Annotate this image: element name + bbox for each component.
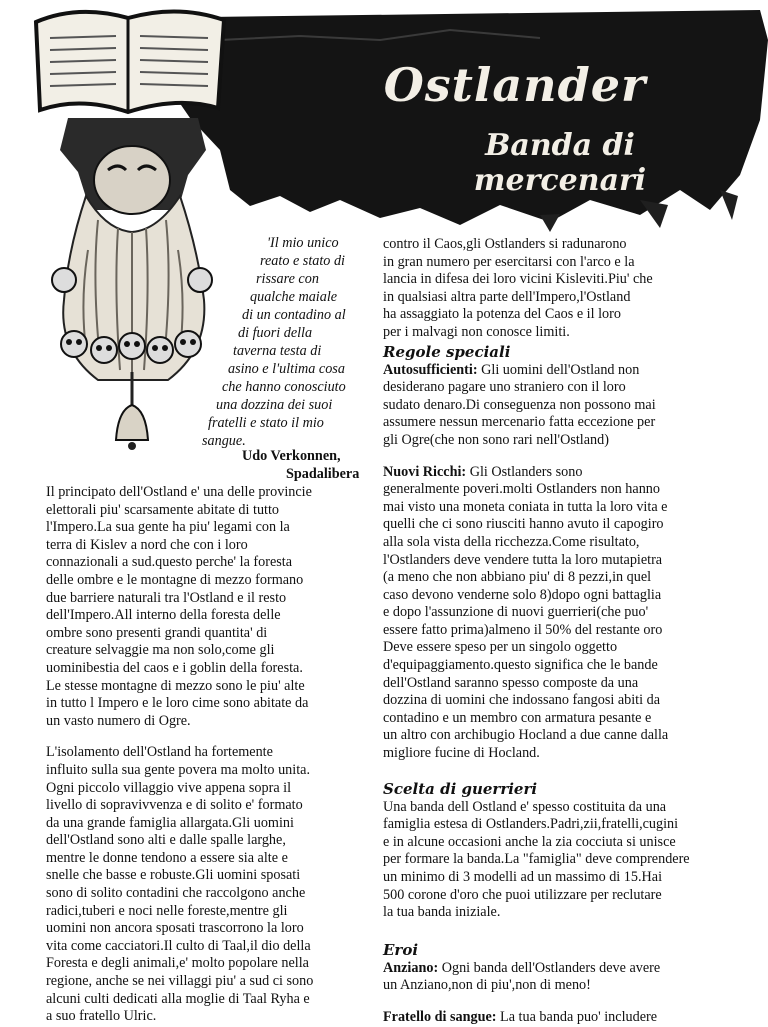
hero-term: Fratello di sangue: [383, 1008, 497, 1025]
quote-author-name: Udo Verkonnen, [242, 448, 341, 464]
paragraph-ostland-isolation [46, 744, 362, 1026]
text-line: radici,tuberi e noci nelle foreste,mentre gli [46, 902, 288, 919]
quote-line: qualche maiale [250, 289, 338, 305]
text-line: ombre sono presenti grandi quantita' di [46, 624, 268, 641]
text-line: due barriere naturali tra l'Ostland e il resto [46, 589, 287, 606]
text-line: creature selvaggie ma non solo,come gli [46, 642, 275, 659]
heading-special-rules: Regole speciali [383, 342, 511, 361]
text-line: dozzina di uomini che indossano fangosi abiti da [383, 692, 660, 709]
open-book-icon [36, 11, 224, 112]
text-line: lancia in difesa dei loro vicini Kisleviti.Piu' che [383, 271, 653, 288]
quote-line: che hanno conosciuto [222, 379, 346, 395]
heading-choice-of-warriors: Scelta di guerrieri [383, 779, 538, 798]
text-line: Deve essere speso per un singolo oggetto [383, 639, 618, 656]
text-line: in tutto l Impero e le loro cime sono abitate da [46, 695, 309, 712]
text-line: un Anziano,non di piu',non di meno! [383, 977, 591, 994]
bell-icon [116, 372, 148, 450]
text-line: (a meno che non abbiano piu' di 8 pezzi,in quel [383, 569, 652, 586]
text-line: terra di Kislev a nord che con i loro [46, 536, 248, 553]
text-line: La tua banda puo' includere [496, 1008, 658, 1025]
text-line: regione, anche se nei villaggi piu' a sud ci sono [46, 973, 314, 990]
text-line: desiderano pagare uno straniero con il loro [383, 379, 626, 396]
text-line: snelle che basse e robuste.Gli uomini sposati [46, 867, 301, 884]
quote-line: di fuori della [238, 325, 313, 341]
text-line: contro il Caos,gli Ostlanders si radunarono [383, 236, 627, 252]
text-line: un minimo di 3 modelli ad un massimo di 15.Hai [383, 869, 663, 885]
text-line: famiglia estesa di Ostlanders.Padri,zii,fratelli,cugini [383, 816, 679, 833]
heading-heroes: Eroi [383, 940, 419, 959]
text-line: quelli che ci sono riusciti hanno avuto il capogiro [383, 516, 664, 533]
page-subtitle: Banda di mercenari [473, 128, 647, 198]
text-line: alla sola vista della ricchezza.Come risultato, [383, 533, 640, 550]
text-line: Foresta e degli animali,e' molto popolare nella [46, 955, 309, 972]
text-line: ha assaggiato la potenza del Caos e il loro [383, 306, 621, 323]
text-line: influito sulla sua gente povera ma molto unita. [46, 761, 310, 778]
text-line: L'isolamento dell'Ostland ha fortemente [46, 744, 273, 761]
rule-new-rich [383, 464, 763, 763]
text-line: 500 corone d'oro che puoi utilizzare per reclutare [383, 886, 662, 903]
text-line: caso devono venderne solo 8)dopo ogni battaglia [383, 586, 662, 603]
quote-line: sangue. [202, 433, 246, 449]
text-line: dell'Impero.All interno della foresta delle [46, 607, 281, 624]
text-line: alcuni culti dedicati alla moglie di Taal Ryha e [46, 990, 310, 1007]
text-line: gli Ogre(che non sono rari nell'Ostland) [383, 431, 609, 448]
paragraph-ostland-intro [46, 484, 362, 730]
hero-term: Anziano: [383, 959, 439, 976]
quote-line: rissare con [256, 271, 319, 287]
quote-line: di un contadino al [242, 307, 346, 323]
text-line: assumere nessun mercenario fatta eccezione per [383, 414, 656, 431]
page-title: Ostlander [383, 58, 647, 112]
text-line: Una banda dell Ostland e' spesso costituita da una [383, 798, 667, 815]
quote-line: una dozzina dei suoi [216, 397, 333, 413]
text-line: mai visto una moneta coniata in tutta la loro vita e [383, 498, 668, 515]
text-line: sono di solito contadini che raccolgono anche [46, 885, 306, 902]
text-line: delle ombre e le montagne di mezzo formano [46, 571, 304, 588]
text-line: Gli uomini dell'Ostland non [477, 361, 640, 378]
text-line: da una grande famiglia allargata.Gli uomini [46, 814, 294, 831]
text-line: mentre le donne tendono a essere sia alte e [46, 849, 288, 866]
text-line: in qualsiasi altra parte dell'Impero,l'Ostland [383, 288, 631, 305]
bearded-figure-illustration [28, 0, 238, 470]
paragraph-chaos-intro [383, 236, 763, 342]
text-line: livello di sopravivvenza e di solito e' formato [46, 797, 303, 814]
rule-self-sufficient [383, 362, 763, 450]
hero-elder [383, 960, 763, 995]
text-line: Le stesse montagne di mezzo sono le piu' alte [46, 677, 305, 694]
text-line: a suo fratello Ulric. [46, 1008, 157, 1025]
text-line: per i malvagi non conosce limiti. [383, 323, 570, 340]
text-line: per formare la banda.La "famiglia" deve comprendere [383, 851, 690, 868]
text-line: e in alcune occasioni anche la zia cocciuta si unisce [383, 833, 676, 850]
text-line: dell'Ostland sono alti e dalle spalle larghe, [46, 832, 286, 849]
text-line: dell'Ostland saranno spesso composte da una [383, 674, 639, 691]
quote-line: reato e stato di [260, 253, 345, 269]
quote-line: taverna testa di [233, 343, 322, 359]
text-line: generalmente poveri.molti Ostlanders non hanno [383, 481, 660, 498]
text-line: un vasto numero di Ogre. [46, 712, 191, 729]
text-line: connazionali a sud.questo perche' la foresta [46, 554, 293, 571]
right-column [383, 236, 763, 1027]
text-line: e dopo l'assunzione di nuovi guerrieri(che puo' [383, 604, 649, 621]
text-line: uomini non ancora sposati trascorrono la loro [46, 920, 304, 937]
quote-line: fratelli e stato il mio [208, 415, 324, 431]
text-line: la tua banda iniziale. [383, 904, 501, 921]
text-line: sudato denaro.Di conseguenza non possono mai [383, 396, 656, 413]
quote-author-title: Spadalibera [286, 466, 360, 482]
text-line: Il principato dell'Ostland e' una delle provincie [46, 484, 312, 500]
text-line: essere fatto prima)almeno il 50% del restante oro [383, 621, 663, 638]
text-line: Ogni piccolo villaggio vive appena sopra il [46, 779, 292, 796]
text-line: l'Impero.La sua gente ha piu' legami con la [46, 519, 290, 536]
text-line: Ogni banda dell'Ostlanders deve avere [438, 959, 661, 976]
rule-term: Nuovi Ricchi: [383, 463, 467, 480]
text-line: vita come cacciatori.Il culto di Taal,il dio della [46, 937, 311, 954]
text-line: d'equipaggiamento.questo significa che le bande [383, 657, 658, 674]
text-line: l'Ostlanders deve vendere tutta la loro mutapietra [383, 551, 663, 568]
text-line: in gran numero per esercitarsi con l'arco e la [383, 253, 635, 270]
quote-line: 'Il mio unico [267, 235, 339, 251]
left-column [46, 484, 362, 1026]
text-line: migliore fucine di Hocland. [383, 745, 540, 762]
paragraph-choice-of-warriors [383, 799, 763, 922]
text-line: elettorali piu' scarsamente abitate di tutto [46, 501, 280, 518]
text-line: uominibestia del caos e i goblin della foresta. [46, 659, 303, 676]
text-line: contadino e un membro con armatura pesante e [383, 709, 652, 726]
quote-line: asino e l'ultima cosa [228, 361, 345, 377]
text-line: Gli Ostlanders sono [466, 463, 583, 480]
rule-term: Autosufficienti: [383, 361, 478, 378]
text-line: un altro con archibugio Hocland a due canne dalla [383, 727, 669, 744]
